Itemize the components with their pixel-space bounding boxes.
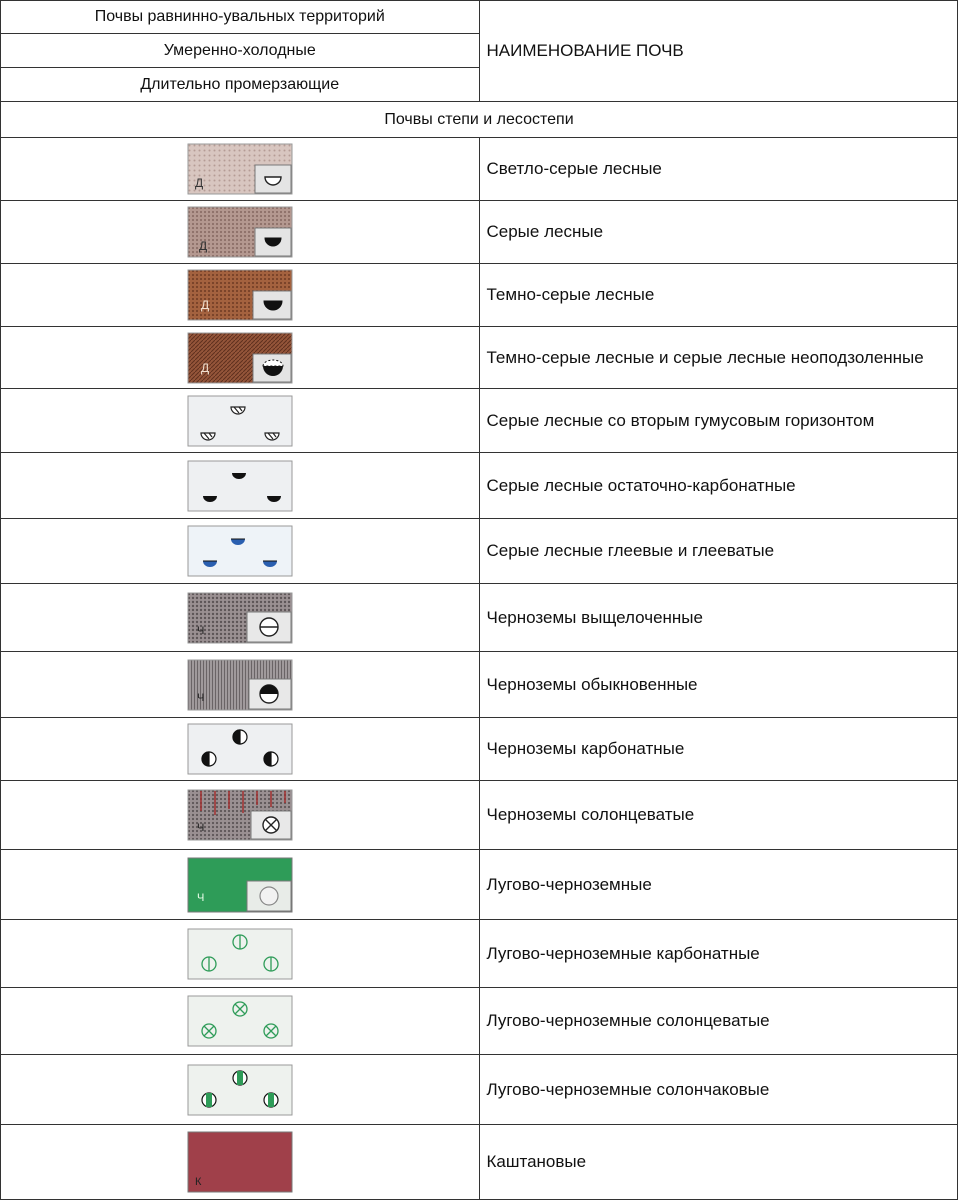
green-fill-circle-icon <box>187 857 293 913</box>
table-row <box>1 138 958 201</box>
table-row <box>1 920 958 988</box>
table-row <box>1 718 958 781</box>
header-territory: Почвы равнинно-увальных территорий <box>1 1 480 34</box>
texture-light-gray-d-semicircle-icon <box>187 143 293 195</box>
texture-red-striped-circle-x-icon <box>187 789 293 841</box>
soil-name: Черноземы выщелоченные <box>479 584 958 652</box>
svg-text:Д: Д <box>198 239 207 253</box>
soil-name: Темно-серые лесные <box>479 264 958 327</box>
table-row <box>1 327 958 389</box>
table-row <box>1 988 958 1055</box>
texture-gray-d-semicircle-icon <box>187 206 293 258</box>
svg-text:Д: Д <box>200 298 209 312</box>
svg-text:Ч: Ч <box>196 624 205 637</box>
three-green-striped-circles-icon <box>187 1064 293 1116</box>
soil-name: Темно-серые лесные и серые лесные неоподзоленные <box>479 327 958 389</box>
soil-name: Черноземы солонцеватые <box>479 781 958 850</box>
table-row <box>1 519 958 584</box>
table-row <box>1 781 958 850</box>
section-title: Почвы степи и лесостепи <box>1 102 958 138</box>
soil-name: Лугово-черноземные солончаковые <box>479 1055 958 1125</box>
soil-name: Серые лесные остаточно-карбонатные <box>479 453 958 519</box>
table-row <box>1 1125 958 1200</box>
table-row <box>1 584 958 652</box>
svg-text:Д: Д <box>194 176 203 190</box>
red-brown-fill-icon <box>187 1131 293 1193</box>
soil-name: Лугово-черноземные карбонатные <box>479 920 958 988</box>
table-row <box>1 264 958 327</box>
svg-text:К: К <box>194 1176 202 1188</box>
soil-name: Лугово-черноземные солонцеватые <box>479 988 958 1055</box>
soil-name: Серые лесные со вторым гумусовым горизонтом <box>479 389 958 453</box>
table-row <box>1 1055 958 1125</box>
svg-text:Д: Д <box>200 360 209 375</box>
table-row <box>1 453 958 519</box>
texture-gray-circle-minus-icon <box>187 592 293 644</box>
table-row <box>1 389 958 453</box>
table-row <box>1 201 958 264</box>
three-half-filled-circles-icon <box>187 723 293 775</box>
soil-name: Серые лесные <box>479 201 958 264</box>
three-green-circle-x-icon <box>187 995 293 1047</box>
table-row <box>1 850 958 920</box>
three-hatched-semicircles-icon <box>187 395 293 447</box>
soil-name: Лугово-черноземные <box>479 850 958 920</box>
header-soil-name: НАИМЕНОВАНИЕ ПОЧВ <box>479 1 958 102</box>
soil-name: Черноземы карбонатные <box>479 718 958 781</box>
header-freezing: Длительно промерзающие <box>1 68 480 102</box>
soil-name: Светло-серые лесные <box>479 138 958 201</box>
soil-name: Каштановые <box>479 1125 958 1200</box>
three-blue-semicircles-icon <box>187 525 293 577</box>
svg-text:Ч: Ч <box>196 822 205 834</box>
table-row <box>1 652 958 718</box>
three-green-circle-line-icon <box>187 928 293 980</box>
svg-text:Ч: Ч <box>196 691 205 704</box>
texture-brown-dotted-semicircle-icon <box>187 332 293 384</box>
soil-name: Черноземы обыкновенные <box>479 652 958 718</box>
texture-gray-half-circle-icon <box>187 659 293 711</box>
three-black-semicircles-icon <box>187 460 293 512</box>
texture-brown-d-semicircle-icon <box>187 269 293 321</box>
soil-name: Серые лесные глеевые и глееватые <box>479 519 958 584</box>
svg-text:Ч: Ч <box>196 891 205 904</box>
header-climate: Умеренно-холодные <box>1 34 480 68</box>
